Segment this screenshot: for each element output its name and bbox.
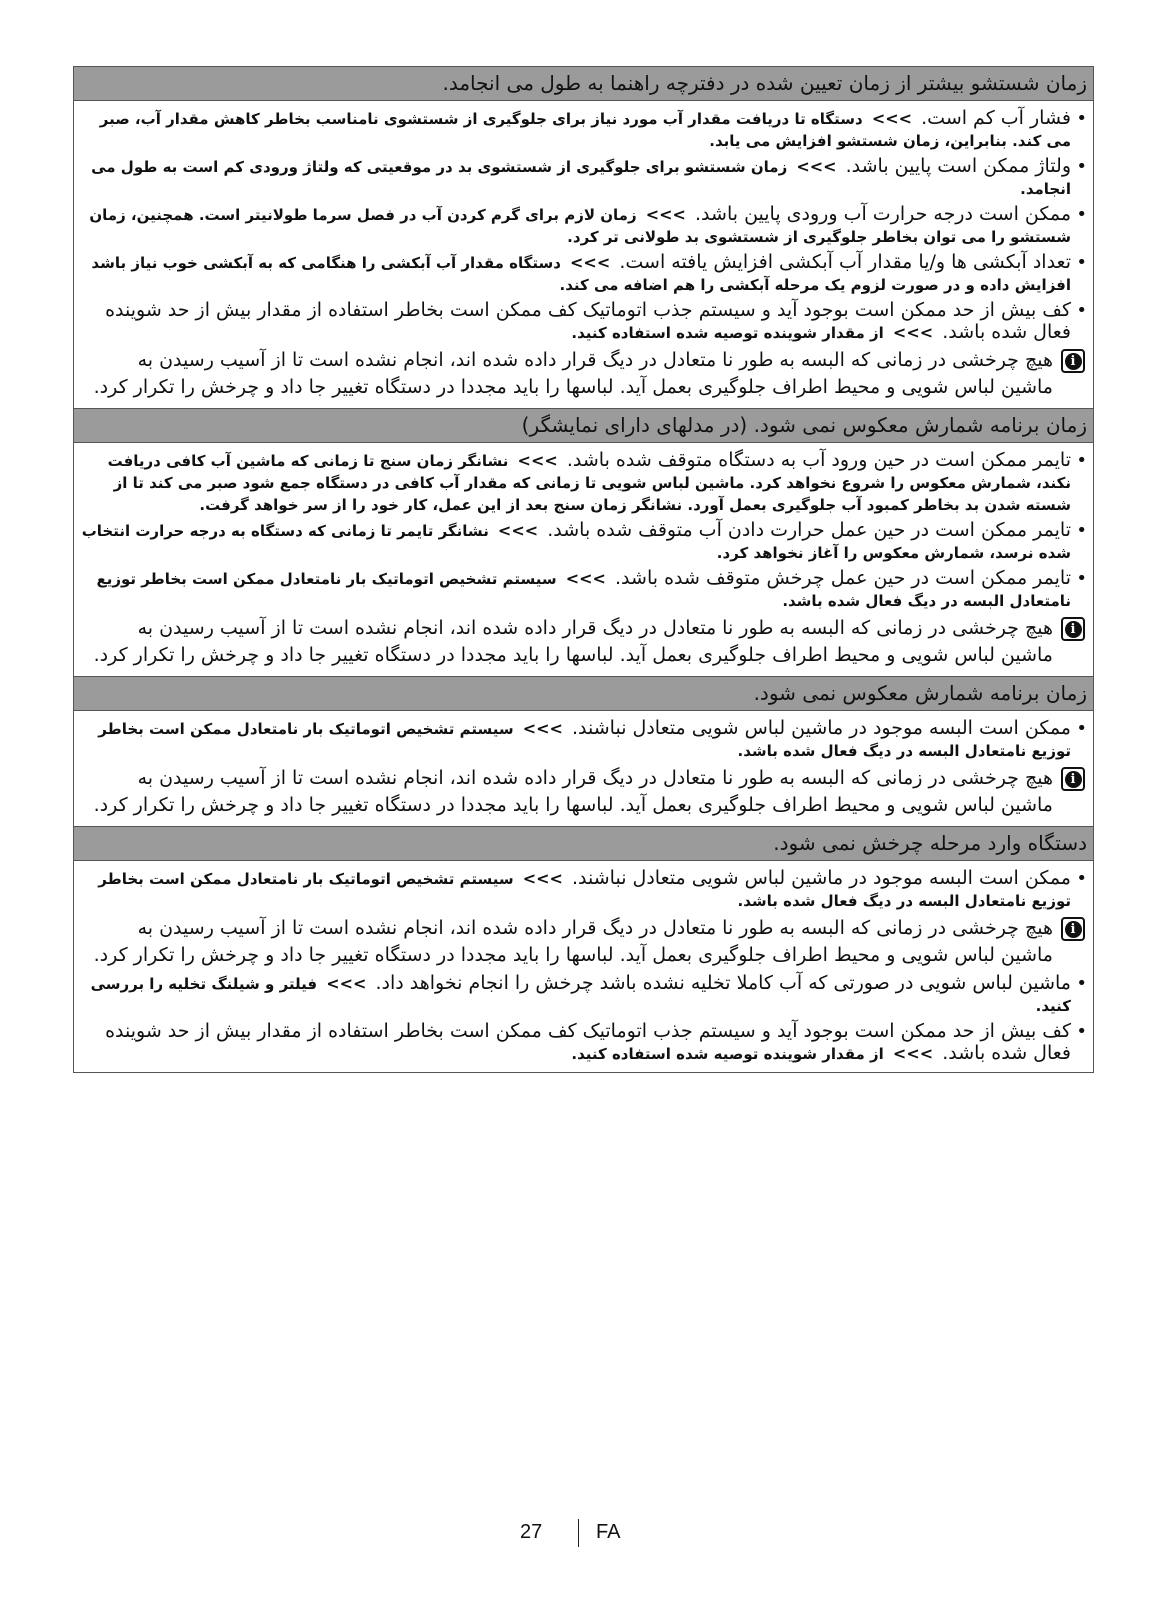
troubleshooting-section [73, 409, 1094, 677]
problem-text: تایمر ممکن است در حین عمل حرارت دادن آب متوقف شده باشد. [547, 519, 1071, 541]
info-icon: i [1061, 767, 1085, 791]
problem-text: فشار آب کم است. [921, 107, 1071, 129]
bullet: • [1076, 252, 1087, 273]
arrow-marker: >>> [565, 569, 606, 588]
arrow-marker: >>> [570, 253, 611, 272]
problem-text: ممکن است البسه موجود در ماشین لباس شویی متعادل نباشند. [572, 867, 1071, 889]
solution-text: سیستم تشخیص اتوماتیک بار نامتعادل ممکن است بخاطر توزیع نامتعادل البسه در دیگ فعال شده باشد. [98, 870, 1071, 910]
bullet: • [1076, 868, 1087, 889]
info-note-text: هیچ چرخشی در زمانی که البسه به طور نا متعادل در دیگ قرار داده شده اند، انجام نشده است تا از آسیب رسیدن به ماشین لباس شویی و محیط اطراف جلوگیری بعمل آید. لباسها را باید مجددا در دستگاه تغییر جا داد و چرخش را تکرار کرد. [93, 767, 1053, 816]
solution-text: از مقدار شوینده توصیه شده استفاده کنید. [571, 324, 884, 342]
footer-divider [578, 1519, 579, 1547]
solution-text: نشانگر تایمر تا زمانی که دستگاه به درجه حرارت انتخاب شده نرسد، شمارش معکوس را آغاز نخواهد کرد. [81, 522, 1071, 562]
info-note [80, 765, 1087, 819]
list-item [80, 1020, 1087, 1065]
troubleshooting-table [73, 66, 1094, 1073]
arrow-marker: >>> [892, 323, 934, 342]
list-item [80, 155, 1087, 200]
info-note-text: هیچ چرخشی در زمانی که البسه به طور نا متعادل در دیگ قرار داده شده اند، انجام نشده است تا از آسیب رسیدن به ماشین لباس شویی و محیط اطراف جلوگیری بعمل آید. لباسها را باید مجددا در دستگاه تغییر جا داد و چرخش را تکرار کرد. [93, 349, 1053, 398]
problem-text: تایمر ممکن است در حین عمل چرخش متوقف شده باشد. [615, 567, 1071, 589]
arrow-marker: >>> [871, 109, 913, 128]
section-header: زمان شستشو بیشتر از زمان تعیین شده در دفترچه راهنما به طول می انجامد. [74, 67, 1093, 101]
list-item [80, 972, 1087, 1017]
troubleshooting-section [73, 66, 1094, 409]
problem-text: ماشین لباس شویی در صورتی که آب کاملا تخلیه نشده باشد چرخش را انجام نخواهد داد. [375, 972, 1071, 994]
page-footer [0, 1521, 1166, 1551]
solution-text: از مقدار شوینده توصیه شده استفاده کنید. [571, 1045, 884, 1063]
solution-text: فیلتر و شیلنگ تخلیه را بررسی کنید. [90, 975, 1071, 1015]
solution-text: دستگاه تا دریافت مقدار آب مورد نیاز برای جلوگیری از شستشوی نامناسب بخاطر کاهش مقدار آب، صبر می کند. بنابراین، زمان شستشو افزایش می یابد. [99, 110, 1071, 150]
info-note [80, 347, 1087, 401]
list-item [80, 717, 1087, 762]
info-note [80, 615, 1087, 669]
bullet: • [1076, 450, 1087, 471]
section-body [74, 861, 1093, 1072]
bullet: • [1076, 568, 1087, 589]
info-note-text: هیچ چرخشی در زمانی که البسه به طور نا متعادل در دیگ قرار داده شده اند، انجام نشده است تا از آسیب رسیدن به ماشین لباس شویی و محیط اطراف جلوگیری بعمل آید. لباسها را باید مجددا در دستگاه تغییر جا داد و چرخش را تکرار کرد. [93, 617, 1053, 666]
list-item [80, 203, 1087, 248]
troubleshooting-section [73, 677, 1094, 827]
solution-text: زمان لازم برای گرم کردن آب در فصل سرما طولانیتر است. همچنین، زمان شستشو را می توان بخاطر جلوگیری از شستشوی بد طولانی تر کرد. [89, 206, 1071, 246]
bullet: • [1076, 156, 1087, 177]
arrow-marker: >>> [522, 869, 563, 888]
problem-text: ممکن است البسه موجود در ماشین لباس شویی متعادل نباشند. [572, 717, 1071, 739]
info-icon: i [1061, 349, 1085, 373]
problem-text: تعداد آبکشی ها و/یا مقدار آب آبکشی افزایش یافته است. [619, 251, 1071, 273]
info-note-text: هیچ چرخشی در زمانی که البسه به طور نا متعادل در دیگ قرار داده شده اند، انجام نشده است تا از آسیب رسیدن به ماشین لباس شویی و محیط اطراف جلوگیری بعمل آید. لباسها را باید مجددا در دستگاه تغییر جا داد و چرخش را تکرار کرد. [93, 917, 1053, 966]
solution-text: دستگاه مقدار آب آبکشی را هنگامی که به آبکشی خوب نیاز باشد افزایش داده و در صورت لزوم یک مرحله آبکشی را هم اضافه می کند. [91, 254, 1071, 294]
section-body [74, 711, 1093, 826]
arrow-marker: >>> [497, 521, 539, 540]
section-header: زمان برنامه شمارش معکوس نمی شود. (در مدلهای دارای نمایشگر) [74, 409, 1093, 443]
bullet: • [1076, 973, 1087, 994]
page-number: 27 [520, 1521, 543, 1543]
problem-text: کف بیش از حد ممکن است بوجود آید و سیستم جذب اتوماتیک کف ممکن است بخاطر استفاده از مقدار بیش از حد شوینده فعال شده باشد. [105, 1020, 1071, 1064]
list-item [80, 107, 1087, 152]
list-item [80, 449, 1087, 516]
bullet: • [1076, 520, 1087, 541]
section-header: دستگاه وارد مرحله چرخش نمی شود. [74, 827, 1093, 861]
language-code: FA [596, 1521, 621, 1543]
problem-text: ممکن است درجه حرارت آب ورودی پایین باشد. [695, 203, 1071, 225]
arrow-marker: >>> [326, 974, 367, 993]
list-item [80, 867, 1087, 912]
problem-text: کف بیش از حد ممکن است بوجود آید و سیستم جذب اتوماتیک کف ممکن است بخاطر استفاده از مقدار بیش از حد شوینده فعال شده باشد. [105, 299, 1071, 343]
arrow-marker: >>> [522, 719, 563, 738]
problem-text: تایمر ممکن است در حین ورود آب به دستگاه متوقف شده باشد. [566, 449, 1071, 471]
bullet: • [1076, 300, 1087, 321]
problem-text: ولتاژ ممکن است پایین باشد. [845, 155, 1071, 177]
info-icon: i [1061, 917, 1085, 941]
arrow-marker: >>> [645, 205, 686, 224]
arrow-marker: >>> [517, 451, 558, 470]
list-item [80, 519, 1087, 564]
list-item [80, 567, 1087, 612]
section-header: زمان برنامه شمارش معکوس نمی شود. [74, 677, 1093, 711]
list-item [80, 299, 1087, 344]
solution-text: زمان شستشو برای جلوگیری از شستشوی بد در موقعیتی که ولتاژ ورودی کم است به طول می انجامد. [91, 158, 1071, 198]
bullet: • [1076, 1021, 1087, 1042]
arrow-marker: >>> [796, 157, 837, 176]
arrow-marker: >>> [892, 1044, 934, 1063]
bullet: • [1076, 108, 1087, 129]
solution-text: سیستم تشخیص اتوماتیک بار نامتعادل ممکن است بخاطر توزیع نامتعادل البسه در دیگ فعال شده باشد. [96, 570, 1071, 610]
section-body [74, 101, 1093, 408]
bullet: • [1076, 204, 1087, 225]
bullet: • [1076, 718, 1087, 739]
info-note [80, 915, 1087, 969]
section-body [74, 443, 1093, 676]
info-icon: i [1061, 617, 1085, 641]
solution-text: نشانگر زمان سنج تا زمانی که ماشین آب کافی دریافت نکند، شمارش معکوس را شروع نخواهد کرد. ماشین لباس شویی تا زمانی که مقدار آب کافی در دستگاه جمع شود صبر می کند تا از شسته شدن بد بخاطر کمبود آب جلوگیری بعمل آورد. نشانگر زمان سنج بعد از این عمل، کار خود را از سر خواهد گرفت. [107, 452, 1071, 514]
list-item [80, 251, 1087, 296]
solution-text: سیستم تشخیص اتوماتیک بار نامتعادل ممکن است بخاطر توزیع نامتعادل البسه در دیگ فعال شده باشد. [98, 720, 1071, 760]
troubleshooting-section [73, 827, 1094, 1073]
